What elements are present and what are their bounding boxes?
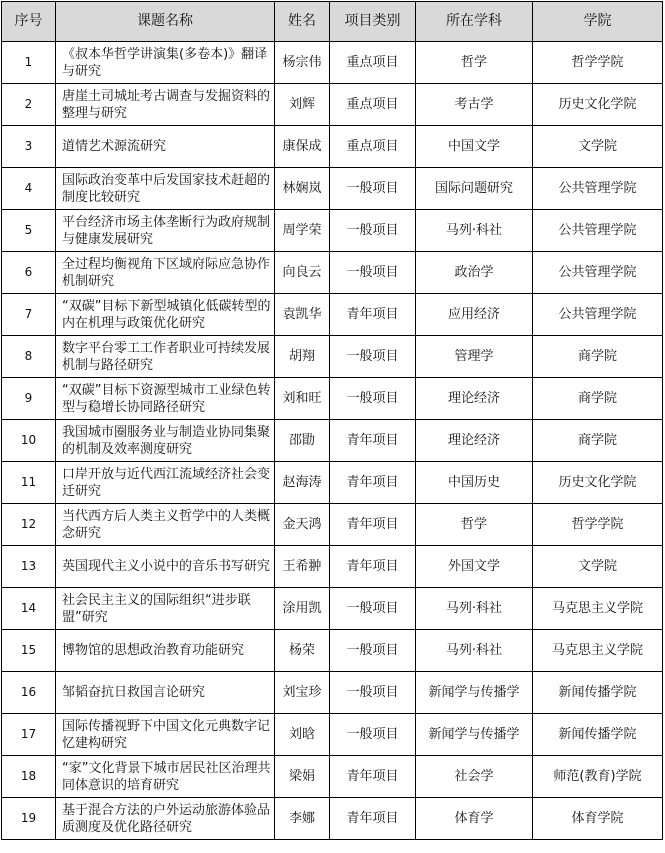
cell-name: 王希翀 — [275, 546, 330, 588]
cell-name: 金天鸿 — [275, 504, 330, 546]
table-row — [2, 462, 663, 504]
cell-discipline: 中国文学 — [416, 126, 533, 168]
cell-title: 《叔本华哲学讲演集(多卷本)》翻译与研究 — [56, 42, 275, 84]
projects-table — [1, 1, 663, 840]
cell-college: 商学院 — [533, 420, 663, 462]
cell-discipline: 理论经济 — [416, 378, 533, 420]
cell-discipline: 国际问题研究 — [416, 168, 533, 210]
cell-college: 公共管理学院 — [533, 294, 663, 336]
table-row — [2, 588, 663, 630]
cell-category: 青年项目 — [330, 462, 416, 504]
header-category: 项目类别 — [330, 2, 416, 42]
cell-discipline: 中国历史 — [416, 462, 533, 504]
cell-name: 胡翔 — [275, 336, 330, 378]
cell-title: 道情艺术源流研究 — [56, 126, 275, 168]
header-college: 学院 — [533, 2, 663, 42]
cell-title: 邹韬奋抗日救国言论研究 — [56, 672, 275, 714]
cell-discipline: 哲学 — [416, 504, 533, 546]
cell-category: 一般项目 — [330, 714, 416, 756]
cell-category: 一般项目 — [330, 336, 416, 378]
cell-discipline: 理论经济 — [416, 420, 533, 462]
cell-category: 青年项目 — [330, 504, 416, 546]
cell-discipline: 新闻学与传播学 — [416, 672, 533, 714]
table-row — [2, 84, 663, 126]
cell-index: 11 — [2, 462, 56, 504]
cell-name: 杨荣 — [275, 630, 330, 672]
table-header-row — [2, 2, 663, 42]
cell-name: 刘辉 — [275, 84, 330, 126]
cell-college: 马克思主义学院 — [533, 630, 663, 672]
table-row — [2, 672, 663, 714]
cell-title: 国际传播视野下中国文化元典数字记忆建构研究 — [56, 714, 275, 756]
cell-title: 社会民主主义的国际组织“进步联盟”研究 — [56, 588, 275, 630]
cell-title: 口岸开放与近代西江流域经济社会变迁研究 — [56, 462, 275, 504]
table-row — [2, 168, 663, 210]
cell-college: 公共管理学院 — [533, 168, 663, 210]
cell-college: 历史文化学院 — [533, 462, 663, 504]
cell-title: 我国城市圈服务业与制造业协同集聚的机制及效率测度研究 — [56, 420, 275, 462]
cell-category: 一般项目 — [330, 168, 416, 210]
cell-discipline: 体育学 — [416, 798, 533, 840]
cell-discipline: 马列·科社 — [416, 210, 533, 252]
table-row — [2, 42, 663, 84]
cell-college: 商学院 — [533, 336, 663, 378]
cell-index: 10 — [2, 420, 56, 462]
cell-title: 博物馆的思想政治教育功能研究 — [56, 630, 275, 672]
cell-index: 5 — [2, 210, 56, 252]
table-row — [2, 714, 663, 756]
cell-name: 刘宝珍 — [275, 672, 330, 714]
table-row — [2, 210, 663, 252]
cell-index: 12 — [2, 504, 56, 546]
cell-index: 14 — [2, 588, 56, 630]
cell-index: 1 — [2, 42, 56, 84]
cell-college: 新闻传播学院 — [533, 714, 663, 756]
header-index: 序号 — [2, 2, 56, 42]
cell-category: 一般项目 — [330, 588, 416, 630]
cell-name: 向良云 — [275, 252, 330, 294]
cell-index: 2 — [2, 84, 56, 126]
header-title: 课题名称 — [56, 2, 275, 42]
cell-name: 林娴岚 — [275, 168, 330, 210]
table-row — [2, 420, 663, 462]
cell-title: “双碳”目标下新型城镇化低碳转型的内在机理与政策优化研究 — [56, 294, 275, 336]
table-row — [2, 378, 663, 420]
cell-name: 周学荣 — [275, 210, 330, 252]
cell-index: 18 — [2, 756, 56, 798]
cell-discipline: 外国文学 — [416, 546, 533, 588]
cell-title: 平台经济市场主体垄断行为政府规制与健康发展研究 — [56, 210, 275, 252]
cell-name: 袁凯华 — [275, 294, 330, 336]
cell-title: 英国现代主义小说中的音乐书写研究 — [56, 546, 275, 588]
cell-category: 一般项目 — [330, 378, 416, 420]
cell-index: 7 — [2, 294, 56, 336]
cell-category: 一般项目 — [330, 630, 416, 672]
cell-name: 杨宗伟 — [275, 42, 330, 84]
cell-index: 13 — [2, 546, 56, 588]
cell-college: 文学院 — [533, 546, 663, 588]
cell-college: 文学院 — [533, 126, 663, 168]
cell-category: 青年项目 — [330, 798, 416, 840]
cell-name: 赵海涛 — [275, 462, 330, 504]
cell-category: 青年项目 — [330, 756, 416, 798]
cell-title: 基于混合方法的户外运动旅游体验品质测度及优化路径研究 — [56, 798, 275, 840]
table-row — [2, 294, 663, 336]
table-body — [2, 42, 663, 840]
cell-category: 重点项目 — [330, 84, 416, 126]
cell-name: 刘晗 — [275, 714, 330, 756]
cell-name: 康保成 — [275, 126, 330, 168]
header-discipline: 所在学科 — [416, 2, 533, 42]
cell-college: 哲学学院 — [533, 42, 663, 84]
cell-index: 4 — [2, 168, 56, 210]
cell-name: 刘和旺 — [275, 378, 330, 420]
cell-category: 一般项目 — [330, 252, 416, 294]
cell-index: 16 — [2, 672, 56, 714]
cell-index: 6 — [2, 252, 56, 294]
cell-index: 17 — [2, 714, 56, 756]
cell-discipline: 马列·科社 — [416, 588, 533, 630]
cell-category: 青年项目 — [330, 294, 416, 336]
cell-index: 3 — [2, 126, 56, 168]
cell-title: “家”文化背景下城市居民社区治理共同体意识的培育研究 — [56, 756, 275, 798]
cell-discipline: 马列·科社 — [416, 630, 533, 672]
cell-title: 当代西方后人类主义哲学中的人类概念研究 — [56, 504, 275, 546]
cell-name: 邵勖 — [275, 420, 330, 462]
table-row — [2, 126, 663, 168]
cell-discipline: 哲学 — [416, 42, 533, 84]
table-row — [2, 252, 663, 294]
cell-college: 历史文化学院 — [533, 84, 663, 126]
cell-index: 15 — [2, 630, 56, 672]
cell-college: 师范(教育)学院 — [533, 756, 663, 798]
cell-college: 商学院 — [533, 378, 663, 420]
cell-category: 青年项目 — [330, 420, 416, 462]
cell-college: 公共管理学院 — [533, 210, 663, 252]
table-row — [2, 630, 663, 672]
cell-discipline: 新闻学与传播学 — [416, 714, 533, 756]
table-row — [2, 546, 663, 588]
cell-title: 全过程均衡视角下区域府际应急协作机制研究 — [56, 252, 275, 294]
cell-name: 涂用凯 — [275, 588, 330, 630]
cell-discipline: 政治学 — [416, 252, 533, 294]
table-row — [2, 798, 663, 840]
table-row — [2, 504, 663, 546]
cell-college: 马克思主义学院 — [533, 588, 663, 630]
cell-name: 李娜 — [275, 798, 330, 840]
cell-index: 9 — [2, 378, 56, 420]
cell-college: 哲学学院 — [533, 504, 663, 546]
cell-category: 重点项目 — [330, 126, 416, 168]
cell-category: 重点项目 — [330, 42, 416, 84]
table-row — [2, 336, 663, 378]
cell-title: 数字平台零工工作者职业可持续发展机制与路径研究 — [56, 336, 275, 378]
cell-title: 唐崖土司城址考古调查与发掘资料的整理与研究 — [56, 84, 275, 126]
cell-category: 一般项目 — [330, 672, 416, 714]
cell-category: 青年项目 — [330, 546, 416, 588]
cell-college: 体育学院 — [533, 798, 663, 840]
cell-discipline: 社会学 — [416, 756, 533, 798]
table-row — [2, 756, 663, 798]
cell-title: “双碳”目标下资源型城市工业绿色转型与稳增长协同路径研究 — [56, 378, 275, 420]
cell-index: 19 — [2, 798, 56, 840]
cell-discipline: 管理学 — [416, 336, 533, 378]
cell-title: 国际政治变革中后发国家技术赶超的制度比较研究 — [56, 168, 275, 210]
cell-college: 公共管理学院 — [533, 252, 663, 294]
header-name: 姓名 — [275, 2, 330, 42]
cell-college: 新闻传播学院 — [533, 672, 663, 714]
cell-index: 8 — [2, 336, 56, 378]
cell-discipline: 应用经济 — [416, 294, 533, 336]
cell-discipline: 考古学 — [416, 84, 533, 126]
cell-category: 一般项目 — [330, 210, 416, 252]
cell-name: 梁娟 — [275, 756, 330, 798]
